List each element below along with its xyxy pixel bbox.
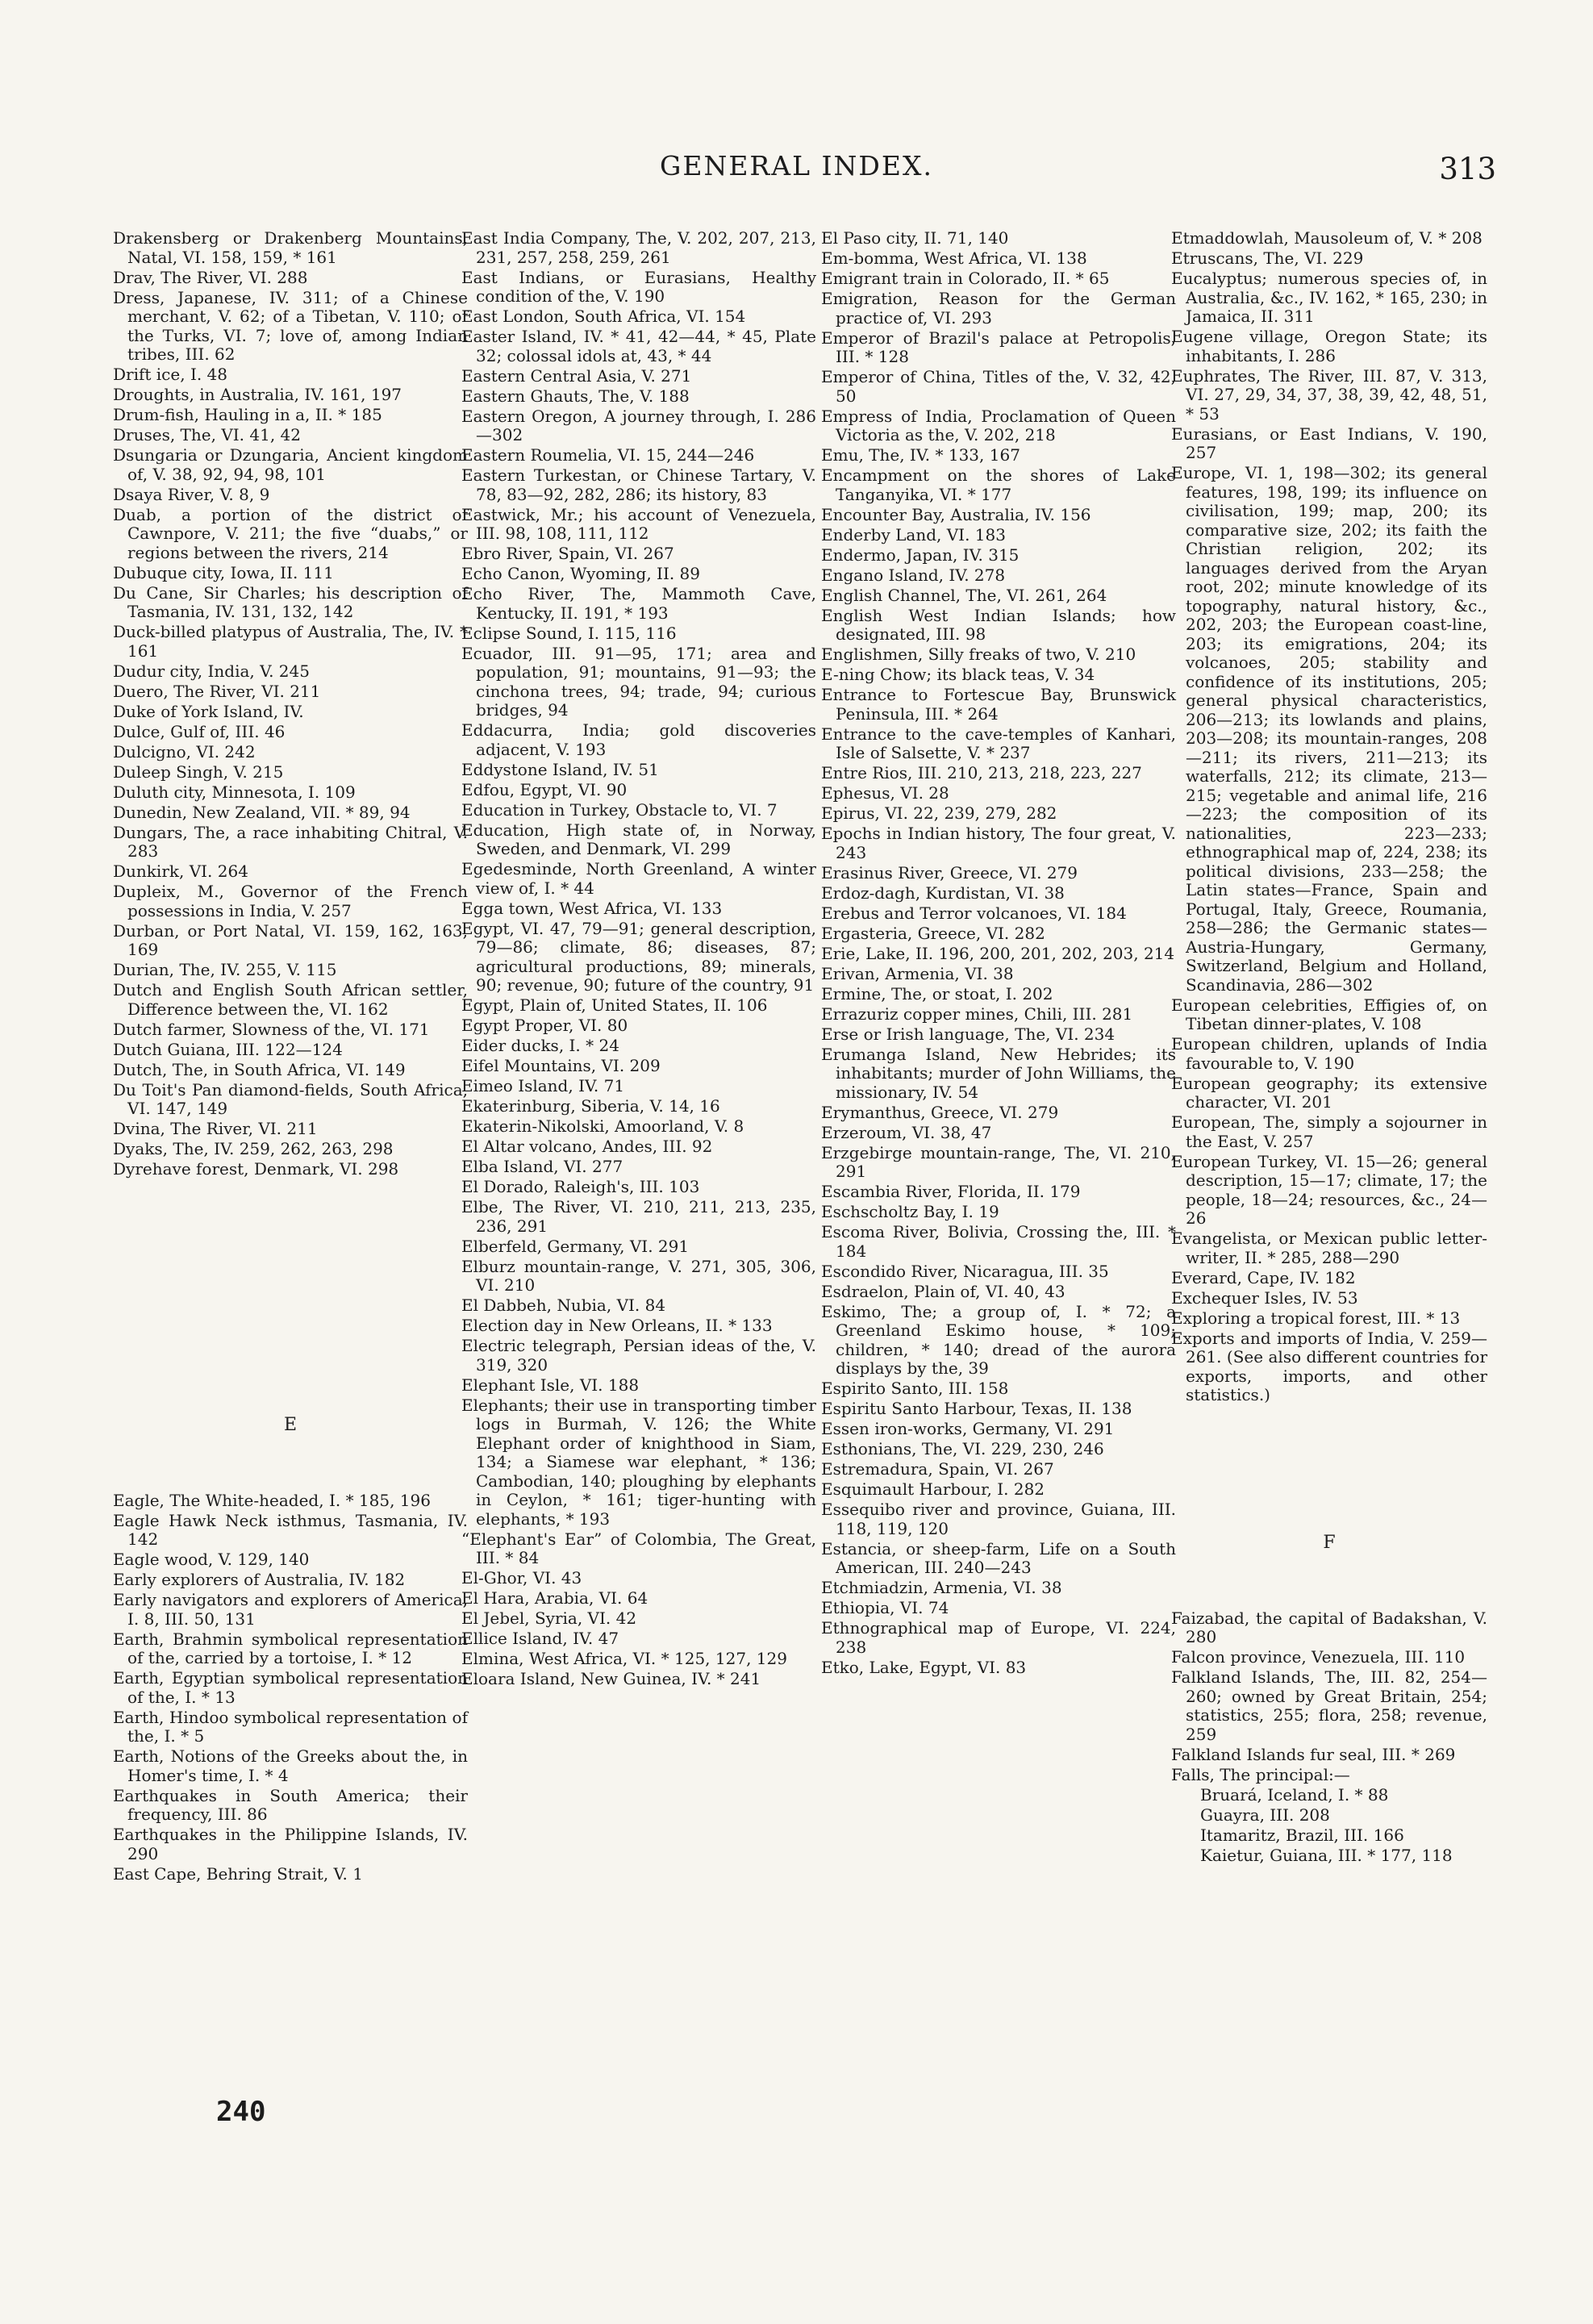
index-entry: Dress, Japanese, IV. 311; of a Chinese merchant, V. 62; of a Tibetan, V. 110; of the Turks, VI. 7; love of, among Indian tribes, III. 62 bbox=[113, 287, 468, 364]
index-entry: Eugene village, Oregon State; its inhabitants, I. 286 bbox=[1171, 327, 1487, 365]
index-entry: Dsungaria or Dzungaria, Ancient kingdom of, V. 38, 92, 94, 98, 101 bbox=[113, 445, 468, 484]
index-entry: Drum-fish, Hauling in a, II. * 185 bbox=[113, 405, 382, 424]
index-entry: Earth, Brahmin symbolical representation of the, carried by a tortoise, I. * 12 bbox=[113, 1629, 468, 1667]
index-entry: Erzgebirge mountain-range, The, VI. 210, 291 bbox=[821, 1142, 1176, 1181]
index-entry: Eastern Ghauts, The, V. 188 bbox=[461, 386, 690, 406]
index-entry: English West Indian Islands; how designated, III. 98 bbox=[821, 605, 1176, 644]
index-entry: Dutch, The, in South Africa, VI. 149 bbox=[113, 1059, 406, 1079]
section-letter-heading: E bbox=[283, 1415, 298, 1435]
index-entry: English Channel, The, VI. 261, 264 bbox=[821, 585, 1107, 605]
index-entry: European geography; its extensive character, VI. 201 bbox=[1171, 1073, 1487, 1112]
index-entry: Ephesus, VI. 28 bbox=[821, 783, 949, 803]
index-subentry: Guayra, III. 208 bbox=[1200, 1805, 1330, 1825]
index-entry: Erumanga Island, New Hebrides; its inhabitants; murder of John Williams, the missionary, IV. 54 bbox=[821, 1044, 1176, 1102]
index-entry: Duab, a portion of the district of Cawnpore, V. 211; the five “duabs,” or regions between the rivers, 214 bbox=[113, 504, 468, 562]
index-entry: Easter Island, IV. * 41, 42—44, * 45, Plate 32; colossal idols at, 43, * 44 bbox=[461, 327, 816, 365]
index-entry: Etchmiadzin, Armenia, VI. 38 bbox=[821, 1578, 1062, 1597]
index-entry: Dubuque city, Iowa, II. 111 bbox=[113, 562, 334, 582]
index-entry: Education, High state of, in Norway, Sweden, and Denmark, VI. 299 bbox=[461, 820, 816, 858]
index-entry: El-Ghor, VI. 43 bbox=[461, 1568, 582, 1588]
index-entry: Druses, The, VI. 41, 42 bbox=[113, 425, 301, 444]
index-entry: Erse or Irish language, The, VI. 234 bbox=[821, 1024, 1116, 1044]
index-entry: Egypt, Plain of, United States, II. 106 bbox=[461, 995, 768, 1015]
index-entry: Em-bomma, West Africa, VI. 138 bbox=[821, 248, 1087, 268]
index-entry: Egypt Proper, VI. 80 bbox=[461, 1016, 628, 1035]
index-entry: Ekaterinburg, Siberia, V. 14, 16 bbox=[461, 1096, 720, 1116]
index-entry: Dungars, The, a race inhabiting Chitral, V. 283 bbox=[113, 822, 468, 861]
index-entry: Essen iron-works, Germany, VI. 291 bbox=[821, 1419, 1115, 1438]
index-entry: Erymanthus, Greece, VI. 279 bbox=[821, 1102, 1059, 1122]
index-entry: Entrance to the cave-temples of Kanhari, Isle of Salsette, V. * 237 bbox=[821, 724, 1176, 762]
index-entry: Empress of India, Proclamation of Queen Victoria as the, V. 202, 218 bbox=[821, 406, 1176, 444]
index-entry: Epirus, VI. 22, 239, 279, 282 bbox=[821, 803, 1057, 823]
index-entry: Duke of York Island, IV. bbox=[113, 701, 304, 721]
index-entry: Dutch and English South African settler, Difference between the, VI. 162 bbox=[113, 980, 468, 1019]
index-entry: Dulce, Gulf of, III. 46 bbox=[113, 721, 286, 741]
index-entry: Durban, or Port Natal, VI. 159, 162, 163, 169 bbox=[113, 920, 468, 959]
index-entry: Falls, The principal:— bbox=[1171, 1764, 1350, 1784]
index-entry: Elmina, West Africa, VI. * 125, 127, 129 bbox=[461, 1649, 787, 1668]
index-entry: Earth, Egyptian symbolical representation of the, I. * 13 bbox=[113, 1668, 468, 1707]
index-entry: El Jebel, Syria, VI. 42 bbox=[461, 1608, 637, 1628]
index-entry: Ethnographical map of Europe, VI. 224, 238 bbox=[821, 1618, 1176, 1657]
index-entry: Dulcigno, VI. 242 bbox=[113, 741, 256, 761]
index-entry: Ethiopia, VI. 74 bbox=[821, 1598, 949, 1617]
index-entry: Exploring a tropical forest, III. * 13 bbox=[1171, 1308, 1461, 1328]
index-entry: Duleep Singh, V. 215 bbox=[113, 761, 284, 782]
index-entry: Eddystone Island, IV. 51 bbox=[461, 759, 659, 779]
index-entry: Euphrates, The River, III. 87, V. 313, VI. 27, 29, 34, 37, 38, 39, 42, 48, 51, * 53 bbox=[1171, 365, 1487, 423]
index-entry: Edfou, Egypt, VI. 90 bbox=[461, 779, 628, 799]
index-entry: Europe, VI. 1, 198—302; its general features, 198, 199; its influence on civilisation, 199; map, 200; its comparative size, 202; its faith the Christian religion, 202; its languages derived from the Aryan root, 202; minute knowledge of its topography, natural history, &c., 202, 203; the European coast-line, 203; its emigrations, 204; its volcanoes, 205; stability and confidence of its institutions, 205; general physical characteristics, 206—213; its lowlands and plains, 203—208; its mountain-ranges, 208—211; its rivers, 211—213; its waterfalls, 212; its climate, 213—215; vegetable and animal life, 216—223; the composition of its nationalities, 223—233; ethnographical map of, 224, 238; its political divisions, 233—258; the Latin states—France, Spain and Portugal, Italy, Greece, Roumania, 258—286; the Germanic states—Austria-Hungary, Germany, Switzerland, Belgium and Holland, Scandinavia, 286—302 bbox=[1171, 463, 1487, 995]
index-entry: Egga town, West Africa, VI. 133 bbox=[461, 898, 723, 918]
index-entry: Etruscans, The, VI. 229 bbox=[1171, 248, 1364, 268]
index-entry: Elburz mountain-range, V. 271, 305, 306, VI. 210 bbox=[461, 1256, 816, 1295]
index-entry: Eagle, The White-headed, I. * 185, 196 bbox=[113, 1490, 431, 1510]
page-number: 313 bbox=[1439, 152, 1496, 186]
index-entry: Duck-billed platypus of Australia, The, IV. * 161 bbox=[113, 622, 468, 661]
index-entry: East Cape, Behring Strait, V. 1 bbox=[113, 1863, 363, 1884]
index-entry: Eastern Roumelia, VI. 15, 244—246 bbox=[461, 445, 755, 465]
index-entry: Escambia River, Florida, II. 179 bbox=[821, 1182, 1081, 1201]
index-entry: Exchequer Isles, IV. 53 bbox=[1171, 1287, 1358, 1308]
section-gap bbox=[113, 1180, 468, 1416]
index-entry: Esquimault Harbour, I. 282 bbox=[821, 1479, 1045, 1499]
index-entry: Echo River, The, Mammoth Cave, Kentucky, II. 191, * 193 bbox=[461, 584, 816, 623]
index-entry: Ergasteria, Greece, VI. 282 bbox=[821, 923, 1045, 943]
index-entry: Dsaya River, V. 8, 9 bbox=[113, 484, 270, 504]
index-entry: E-ning Chow; its black teas, V. 34 bbox=[821, 665, 1095, 684]
index-entry: Ebro River, Spain, VI. 267 bbox=[461, 544, 674, 563]
index-entry: Durian, The, IV. 255, V. 115 bbox=[113, 960, 337, 979]
index-entry: Eastern Turkestan, or Chinese Tartary, V. 78, 83—92, 282, 286; its history, 83 bbox=[461, 465, 816, 504]
index-entry: Erie, Lake, II. 196, 200, 201, 202, 203, 214 bbox=[821, 943, 1175, 963]
index-entry: El Altar volcano, Andes, III. 92 bbox=[461, 1137, 713, 1156]
index-entry: Emperor of Brazil's palace at Petropolis, III. * 128 bbox=[821, 328, 1176, 366]
index-entry: Ecuador, III. 91—95, 171; area and population, 91; mountains, 91—93; the cinchona trees, 94; trade, 94; curious bridges, 94 bbox=[461, 643, 816, 720]
index-entry: Eclipse Sound, I. 115, 116 bbox=[461, 623, 677, 643]
index-entry: Epochs in Indian history, The four great, V. 243 bbox=[821, 824, 1176, 862]
index-entry: “Elephant's Ear” of Colombia, The Great, III. * 84 bbox=[461, 1529, 816, 1567]
index-entry: Erdoz-dagh, Kurdistan, VI. 38 bbox=[821, 882, 1065, 903]
index-entry: Eastwick, Mr.; his account of Venezuela, III. 98, 108, 111, 112 bbox=[461, 504, 816, 543]
index-entry: Falkland Islands fur seal, III. * 269 bbox=[1171, 1744, 1456, 1764]
index-entry: Emu, The, IV. * 133, 167 bbox=[821, 445, 1020, 465]
index-entry: Entre Rios, III. 210, 213, 218, 223, 227 bbox=[821, 763, 1142, 782]
section-letter-heading: F bbox=[1323, 1533, 1336, 1553]
index-entry: Earthquakes in the Philippine Islands, IV. 290 bbox=[113, 1825, 468, 1863]
index-entry: Essequibo river and province, Guiana, III. 118, 119, 120 bbox=[821, 1500, 1176, 1538]
index-entry: Drakensberg or Drakenberg Mountains, Natal, VI. 158, 159, * 161 bbox=[113, 228, 468, 267]
section-gap bbox=[1171, 1553, 1487, 1609]
index-entry: Electric telegraph, Persian ideas of the, V. 319, 320 bbox=[461, 1336, 816, 1375]
index-entry: Eifel Mountains, VI. 209 bbox=[461, 1056, 661, 1075]
index-entry: Eimeo Island, IV. 71 bbox=[461, 1076, 625, 1095]
index-entry: Engano Island, IV. 278 bbox=[821, 565, 1006, 585]
index-subentry: Kaietur, Guiana, III. * 177, 118 bbox=[1200, 1845, 1453, 1865]
index-entry: Exports and imports of India, V. 259—261. (See also different countries for exports, imports, and other statistics.) bbox=[1171, 1328, 1487, 1404]
index-entry: Drav, The River, VI. 288 bbox=[113, 267, 308, 287]
index-entry: Erzeroum, VI. 38, 47 bbox=[821, 1122, 992, 1142]
index-entry: Drift ice, I. 48 bbox=[113, 365, 228, 384]
index-entry: Elbe, The River, VI. 210, 211, 213, 235, 236, 291 bbox=[461, 1197, 816, 1236]
index-entry: Duluth city, Minnesota, I. 109 bbox=[113, 782, 356, 802]
index-entry: East Indians, or Eurasians, Healthy condition of the, V. 190 bbox=[461, 267, 816, 306]
index-entry: Education in Turkey, Obstacle to, VI. 7 bbox=[461, 799, 778, 820]
index-entry: Early explorers of Australia, IV. 182 bbox=[113, 1570, 406, 1589]
index-entry: Du Toit's Pan diamond-fields, South Africa, VI. 147, 149 bbox=[113, 1079, 468, 1118]
index-entry: Eurasians, or East Indians, V. 190, 257 bbox=[1171, 423, 1487, 462]
index-entry: Eucalyptus; numerous species of, in Australia, &c., IV. 162, * 165, 230; in Jamaica, II. 311 bbox=[1171, 269, 1487, 326]
index-entry: Erasinus River, Greece, VI. 279 bbox=[821, 862, 1078, 882]
index-entry: Everard, Cape, IV. 182 bbox=[1171, 1267, 1356, 1287]
index-entry: Englishmen, Silly freaks of two, V. 210 bbox=[821, 645, 1136, 664]
running-head: GENERAL INDEX. bbox=[660, 150, 933, 181]
index-entry: Estremadura, Spain, VI. 267 bbox=[821, 1459, 1054, 1479]
index-entry: Emigration, Reason for the German practice of, VI. 293 bbox=[821, 289, 1176, 328]
index-entry: Erivan, Armenia, VI. 38 bbox=[821, 963, 1014, 983]
index-entry: Eddacurra, India; gold discoveries adjacent, V. 193 bbox=[461, 720, 816, 759]
index-entry: Earthquakes in South America; their frequency, III. 86 bbox=[113, 1785, 468, 1824]
index-entry: European children, uplands of India favourable to, V. 190 bbox=[1171, 1034, 1487, 1073]
index-entry: Falkland Islands, The, III. 82, 254—260; owned by Great Britain, 254; statistics, 255; flora, 258; revenue, 259 bbox=[1171, 1667, 1487, 1744]
index-column-1 bbox=[113, 229, 468, 1885]
index-entry: Entrance to Fortescue Bay, Brunswick Peninsula, III. * 264 bbox=[821, 685, 1176, 724]
index-entry: Elba Island, VI. 277 bbox=[461, 1157, 623, 1176]
index-subentry: Bruará, Iceland, I. * 88 bbox=[1200, 1784, 1389, 1805]
index-entry: Duero, The River, VI. 211 bbox=[113, 681, 321, 701]
index-entry: Espirito Santo, III. 158 bbox=[821, 1379, 1009, 1398]
index-entry: Dvina, The River, VI. 211 bbox=[113, 1119, 318, 1138]
index-entry: Elephants; their use in transporting timber logs in Burmah, V. 126; the White Elephant order of knighthood in Siam, 134; a Siamese war elephant, * 136; Cambodian, 140; ploughing by elephants in Ceylon, * 161; tiger-hunting with elephants, * 193 bbox=[461, 1395, 816, 1529]
index-entry: Faizabad, the capital of Badakshan, V. 280 bbox=[1171, 1608, 1487, 1646]
index-entry: El Dabbeh, Nubia, VI. 84 bbox=[461, 1296, 666, 1315]
index-entry: Du Cane, Sir Charles; his description of Tasmania, IV. 131, 132, 142 bbox=[113, 582, 468, 621]
index-entry: East India Company, The, V. 202, 207, 213, 231, 257, 258, 259, 261 bbox=[461, 228, 816, 267]
index-entry: El Paso city, II. 71, 140 bbox=[821, 228, 1009, 248]
index-entry: Dunkirk, VI. 264 bbox=[113, 862, 248, 881]
index-entry: Escoma River, Bolivia, Crossing the, III. * 184 bbox=[821, 1222, 1176, 1261]
index-entry: Esthonians, The, VI. 229, 230, 246 bbox=[821, 1439, 1104, 1458]
index-entry: Dunedin, New Zealand, VII. * 89, 94 bbox=[113, 802, 411, 822]
index-entry: Etko, Lake, Egypt, VI. 83 bbox=[821, 1657, 1027, 1677]
index-entry: Falcon province, Venezuela, III. 110 bbox=[1171, 1647, 1466, 1667]
index-entry: Egypt, VI. 47, 79—91; general description, 79—86; climate, 86; diseases, 87; agricultural productions, 89; minerals, 90; revenue, 90; future of the country, 91 bbox=[461, 918, 816, 995]
index-entry: Dudur city, India, V. 245 bbox=[113, 661, 310, 681]
index-entry: Evangelista, or Mexican public letter-writer, II. * 285, 288—290 bbox=[1171, 1229, 1487, 1267]
index-column-3 bbox=[821, 229, 1176, 1679]
index-entry: Eloara Island, New Guinea, IV. * 241 bbox=[461, 1669, 761, 1688]
index-entry: El Hara, Arabia, VI. 64 bbox=[461, 1588, 648, 1608]
index-entry: Elephant Isle, VI. 188 bbox=[461, 1375, 640, 1395]
index-entry: Emigrant train in Colorado, II. * 65 bbox=[821, 269, 1110, 288]
index-entry: Elberfeld, Germany, VI. 291 bbox=[461, 1236, 690, 1256]
index-entry: Earth, Hindoo symbolical representation of the, I. * 5 bbox=[113, 1707, 468, 1746]
index-entry: European Turkey, VI. 15—26; general description, 15—17; climate, 17; the people, 18—24; resources, &c., 24—26 bbox=[1171, 1151, 1487, 1228]
index-entry: Encampment on the shores of Lake Tanganyika, VI. * 177 bbox=[821, 465, 1176, 504]
index-entry: Encounter Bay, Australia, IV. 156 bbox=[821, 504, 1091, 524]
index-entry: Eagle Hawk Neck isthmus, Tasmania, IV. 142 bbox=[113, 1510, 468, 1549]
index-entry: Estancia, or sheep-farm, Life on a South American, III. 240—243 bbox=[821, 1538, 1176, 1577]
index-entry: Dutch Guiana, III. 122—124 bbox=[113, 1039, 343, 1059]
index-entry: Eastern Central Asia, V. 271 bbox=[461, 365, 692, 386]
index-entry: Emperor of China, Titles of the, V. 32, 42, 50 bbox=[821, 367, 1176, 406]
index-entry: Dupleix, M., Governor of the French possessions in India, V. 257 bbox=[113, 882, 468, 920]
index-entry: Dyaks, The, IV. 259, 262, 263, 298 bbox=[113, 1139, 394, 1158]
index-entry: Errazuriz copper mines, Chili, III. 281 bbox=[821, 1003, 1133, 1024]
index-entry: European, The, simply a sojourner in the East, V. 257 bbox=[1171, 1112, 1487, 1151]
index-column-2 bbox=[461, 229, 816, 1690]
index-entry: Early navigators and explorers of America, I. 8, III. 50, 131 bbox=[113, 1590, 468, 1629]
index-column-4 bbox=[1171, 229, 1487, 1867]
index-entry: Earth, Notions of the Greeks about the, in Homer's time, I. * 4 bbox=[113, 1746, 468, 1785]
index-entry: Escondido River, Nicaragua, III. 35 bbox=[821, 1261, 1109, 1281]
index-entry: Espiritu Santo Harbour, Texas, II. 138 bbox=[821, 1399, 1132, 1418]
section-gap bbox=[1171, 1406, 1487, 1533]
index-entry: Etmaddowlah, Mausoleum of, V. * 208 bbox=[1171, 228, 1482, 248]
index-entry: Eschscholtz Bay, I. 19 bbox=[821, 1202, 999, 1221]
index-entry: Eagle wood, V. 129, 140 bbox=[113, 1550, 310, 1569]
signature-mark: 240 bbox=[216, 2096, 266, 2128]
index-entry: Dutch farmer, Slowness of the, VI. 171 bbox=[113, 1019, 430, 1039]
index-entry: Eastern Oregon, A journey through, I. 286—302 bbox=[461, 406, 816, 444]
index-entry: El Dorado, Raleigh's, III. 103 bbox=[461, 1177, 700, 1196]
index-entry: Eskimo, The; a group of, I. * 72; a Greenland Eskimo house, * 109; children, * 140; dread of the aurora displays by the, 39 bbox=[821, 1301, 1176, 1378]
index-entry: Ermine, The, or stoat, I. 202 bbox=[821, 983, 1053, 1003]
index-entry: Ellice Island, IV. 47 bbox=[461, 1629, 619, 1648]
index-entry: Esdraelon, Plain of, VI. 40, 43 bbox=[821, 1281, 1065, 1301]
index-entry: Enderby Land, VI. 183 bbox=[821, 524, 1006, 544]
section-gap bbox=[113, 1435, 468, 1492]
index-entry: Ekaterin-Nikolski, Amoorland, V. 8 bbox=[461, 1116, 744, 1136]
index-entry: Droughts, in Australia, IV. 161, 197 bbox=[113, 385, 402, 404]
index-entry: East London, South Africa, VI. 154 bbox=[461, 307, 746, 326]
index-entry: Eider ducks, I. * 24 bbox=[461, 1036, 619, 1055]
index-entry: Echo Canon, Wyoming, II. 89 bbox=[461, 564, 701, 583]
index-subentry: Itamaritz, Brazil, III. 166 bbox=[1200, 1825, 1404, 1845]
index-entry: Endermo, Japan, IV. 315 bbox=[821, 544, 1020, 565]
index-entry: European celebrities, Effigies of, on Tibetan dinner-plates, V. 108 bbox=[1171, 995, 1487, 1033]
index-entry: Election day in New Orleans, II. * 133 bbox=[461, 1316, 773, 1335]
index-entry: Egedesminde, North Greenland, A winter view of, I. * 44 bbox=[461, 859, 816, 898]
index-entry: Erebus and Terror volcanoes, VI. 184 bbox=[821, 903, 1127, 923]
index-entry: Dyrehave forest, Denmark, VI. 298 bbox=[113, 1159, 399, 1179]
